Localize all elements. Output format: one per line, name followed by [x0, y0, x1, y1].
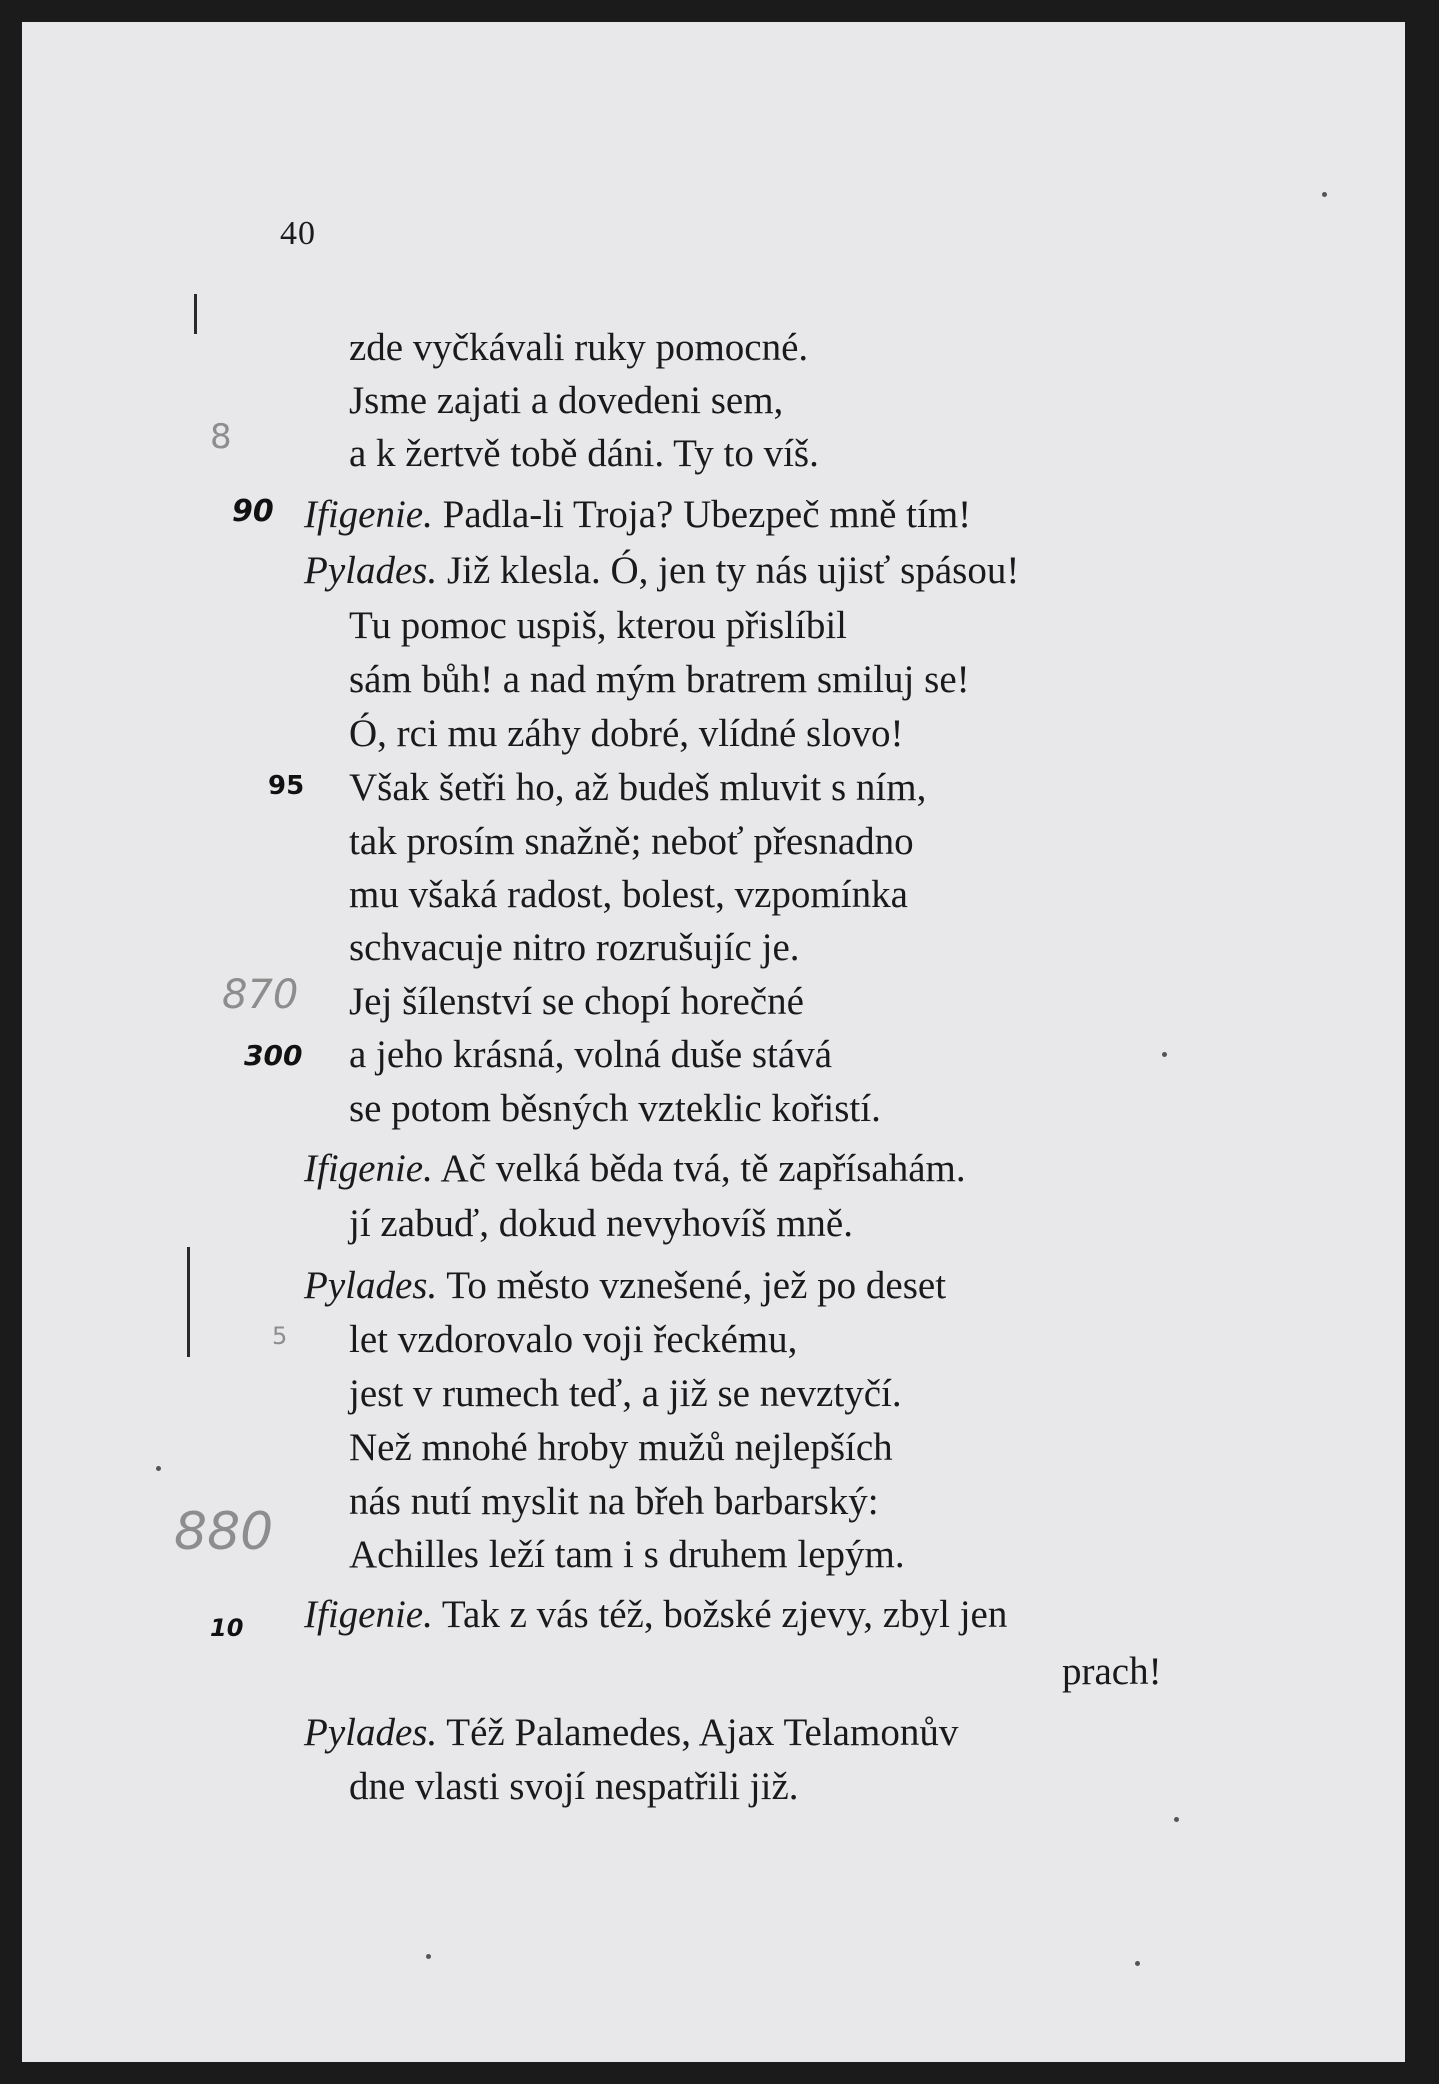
speaker-name: Ifigenie.	[304, 493, 433, 536]
speaker-name: Pylades.	[304, 549, 438, 592]
margin-note: 880	[174, 1502, 274, 1562]
verse-line: Achilles leží tam i s druhem lepým.	[349, 1533, 905, 1576]
verse-line: prach!	[1062, 1650, 1162, 1693]
speaker-name: Ifigenie.	[304, 1593, 433, 1636]
speech-line	[304, 1149, 966, 1188]
scan-speck	[1162, 1052, 1167, 1057]
speech-line	[304, 495, 971, 534]
speech-text: Již klesla. Ó, jen ty nás ujisť spásou!	[437, 549, 1020, 592]
speech-line	[304, 1266, 946, 1305]
verse-line: schvacuje nitro rozrušujíc je.	[349, 926, 800, 969]
speech-text: Ač velká běda tvá, tě zapřísahám.	[432, 1147, 966, 1190]
margin-stroke	[187, 1247, 190, 1357]
scan-speck	[426, 1954, 431, 1959]
speech-text: Též Palamedes, Ajax Telamonův	[437, 1711, 959, 1754]
scan-speck	[1174, 1817, 1179, 1822]
margin-note: 90	[232, 494, 274, 529]
verse-line: Tu pomoc uspiš, kterou přislíbil	[349, 604, 848, 647]
verse-line: a k žertvě tobě dáni. Ty to víš.	[349, 432, 819, 475]
verse-line: tak prosím snažně; neboť přesnadno	[349, 820, 914, 863]
verse-line: a jeho krásná, volná duše stává	[349, 1033, 833, 1076]
speech-text: To město vznešené, jež po deset	[437, 1264, 947, 1307]
speech-line	[304, 1595, 1007, 1634]
verse-line: sám bůh! a nad mým bratrem smiluj se!	[349, 658, 970, 701]
verse-line: dne vlasti svojí nespatřili již.	[349, 1765, 799, 1808]
scan-speck	[156, 1466, 161, 1471]
verse-line: zde vyčkávali ruky pomocné.	[349, 326, 809, 369]
margin-note: 8	[210, 417, 232, 457]
margin-note: 5	[272, 1322, 288, 1350]
speaker-name: Pylades.	[304, 1264, 438, 1307]
verse-line: Ó, rci mu záhy dobré, vlídné slovo!	[349, 712, 904, 755]
margin-note: 95	[268, 771, 305, 801]
verse-line: Však šetři ho, až budeš mluvit s ním,	[349, 766, 927, 809]
scan-speck	[1322, 192, 1327, 197]
verse-line: let vzdorovalo voji řeckému,	[349, 1318, 798, 1361]
speech-line	[304, 1713, 958, 1752]
verse-line: Jej šílenství se chopí horečné	[349, 980, 804, 1023]
speaker-name: Ifigenie.	[304, 1147, 433, 1190]
scan-speck	[1135, 1961, 1140, 1966]
verse-line: nás nutí myslit na břeh barbarský:	[349, 1480, 879, 1523]
page-number: 40	[280, 215, 316, 252]
margin-note: 870	[222, 972, 299, 1018]
margin-note: 10	[210, 1614, 244, 1642]
speech-line	[304, 551, 1019, 590]
book-page	[22, 22, 1405, 2062]
verse-line: mu všaká radost, bolest, vzpomínka	[349, 873, 908, 916]
speaker-name: Pylades.	[304, 1711, 438, 1754]
verse-line: jest v rumech teď, a již se nevztyčí.	[349, 1372, 902, 1415]
speech-text: Tak z vás též, božské zjevy, zbyl jen	[432, 1593, 1008, 1636]
speech-text: Padla-li Troja? Ubezpeč mně tím!	[432, 493, 972, 536]
margin-stroke	[194, 294, 197, 334]
verse-line: jí zabuď, dokud nevyhovíš mně.	[349, 1202, 853, 1245]
verse-line: Než mnohé hroby mužů nejlepších	[349, 1426, 893, 1469]
margin-note: 300	[244, 1039, 303, 1072]
verse-line: Jsme zajati a dovedeni sem,	[349, 379, 784, 422]
verse-line: se potom běsných vzteklic kořistí.	[349, 1087, 881, 1130]
